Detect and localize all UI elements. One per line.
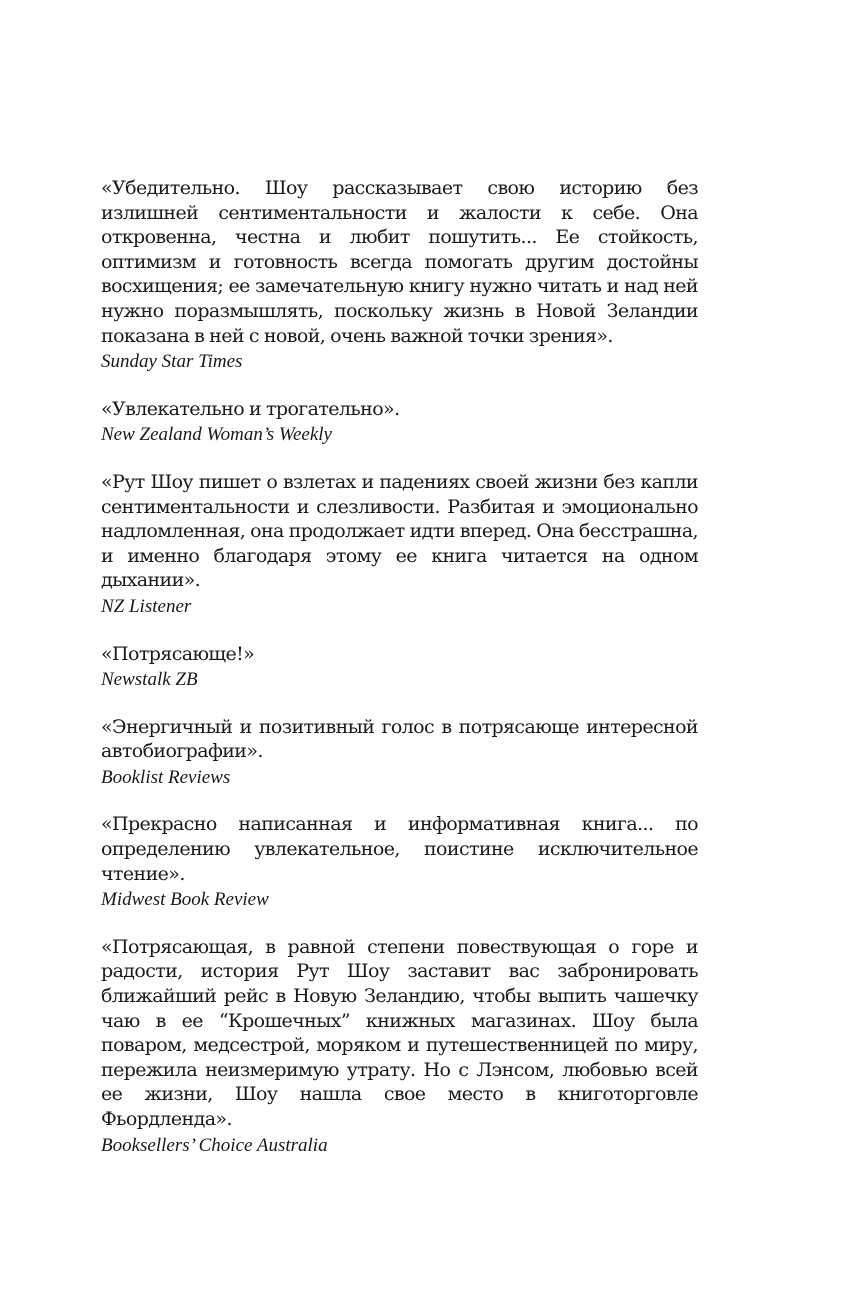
- reviews-page: [101, 176, 698, 1180]
- review-text: «Энергичный и позитивный голос в потрясающе интересной автобиографии».: [101, 715, 698, 763]
- review-block: [101, 397, 698, 448]
- review-block: [101, 935, 698, 1158]
- review-source: Newstalk ZB: [101, 669, 198, 691]
- review-block: [101, 176, 698, 375]
- review-source: Booklist Reviews: [101, 766, 231, 788]
- review-text: «Рут Шоу пишет о взлетах и падениях своей жизни без капли сентиментальности и слезливости. Разбитая и эмоционально надломленная, она продолжает идти вперед. Она бесстрашна, и именно благодаря этому ее книга читается на одном дыхании».: [101, 470, 698, 592]
- review-source: Sunday Star Times: [101, 351, 243, 373]
- review-source: New Zealand Woman’s Weekly: [101, 424, 332, 446]
- review-source: NZ Listener: [101, 595, 192, 617]
- review-block: [101, 470, 698, 620]
- review-text: «Потрясающе!»: [101, 642, 255, 665]
- review-block: [101, 812, 698, 912]
- review-text: «Убедительно. Шоу рассказывает свою историю без излишней сентиментальности и жалости к себе. Она откровенна, честна и любит пошутить... Ее стойкость, оптимизм и готовность всегда помогать другим достойны восхищения; ее замечательную книгу нужно читать и над ней нужно поразмышлять, поскольку жизнь в Новой Зеландии показана в ней с новой, очень важной точки зрения».: [101, 177, 698, 347]
- review-text: «Увлекательно и трогательно».: [101, 397, 400, 420]
- review-block: [101, 715, 698, 791]
- review-source: Midwest Book Review: [101, 889, 269, 911]
- review-block: [101, 642, 698, 693]
- review-text: «Потрясающая, в равной степени повествующая о горе и радости, история Рут Шоу заставит вас забронировать ближайший рейс в Новую Зеландию, чтобы выпить чашечку чаю в ее “Крошечных” книжных магазинах. Шоу была поваром, медсестрой, моряком и путешественницей по миру, пережила неизмеримую утрату. Но с Лэнсом, любовью всей ее жизни, Шоу нашла свое место в книготорговле Фьордленда».: [101, 935, 698, 1130]
- review-text: «Прекрасно написанная и информативная книга... по определению увлекательное, поистине исключительное чтение».: [101, 813, 698, 885]
- review-source: Booksellers’ Choice Australia: [101, 1134, 328, 1156]
